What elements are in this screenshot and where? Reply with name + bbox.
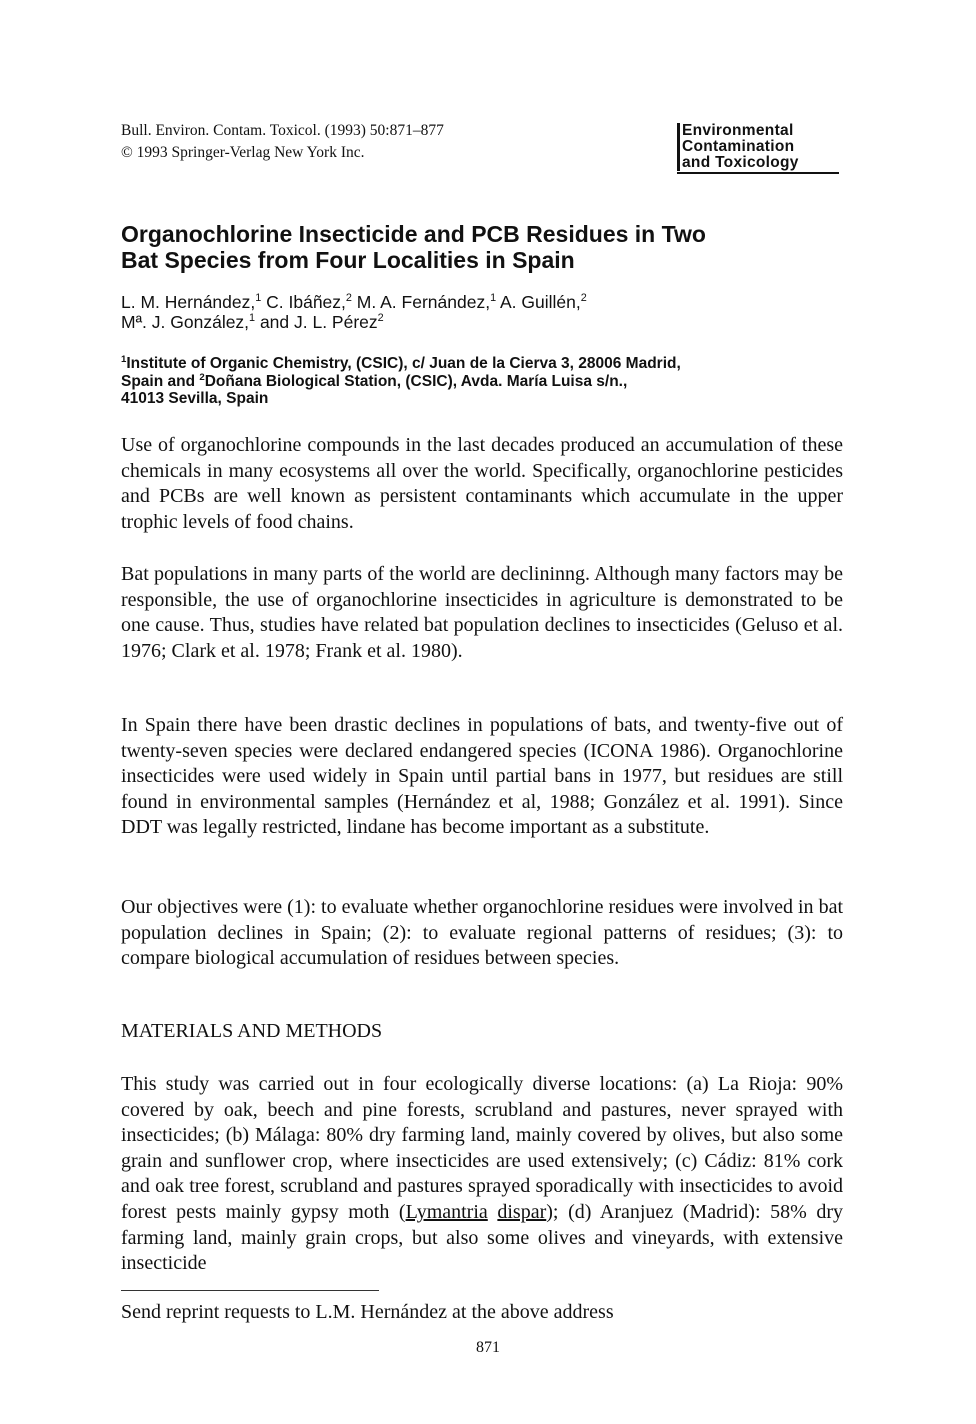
species-genus: Lymantria: [405, 1200, 488, 1223]
section-heading: MATERIALS AND METHODS: [121, 1020, 383, 1042]
affiliation-marker: 2: [377, 312, 384, 325]
journal-logo-line: Environmental: [677, 123, 839, 139]
paragraph-text: This study was carried out in four ecologically diverse locations: (a) La Rioja: 90% covered by oak, beech and pine forests, scrubland and pastures, never sprayed with insecticides; (b) Málaga: 80% dry farming land, mainly covered by olives, but also some grain and sunflower crop, where insecticides are used extensively; (c) Cádiz: 81% cork and oak tree forest, scrubland and pastures sprayed sporadically with insecticides to avoid forest pests mainly gypsy moth (: [121, 1073, 843, 1223]
copyright-line: © 1993 Springer-Verlag New York Inc.: [121, 144, 365, 161]
affiliation-marker: 1: [490, 292, 497, 305]
paper-title: [121, 221, 841, 273]
author: M. A. Fernández,: [351, 292, 491, 312]
journal-logo: [677, 123, 839, 174]
citation: [121, 120, 444, 164]
affiliation-text: Doñana Biological Station, (CSIC), Avda. María Luisa s/n.,: [204, 372, 628, 390]
body-paragraph: Bat populations in many parts of the world are declininng. Although many factors may be responsible, the use of organochlorine insecticides in agriculture is demonstrated to be one cause. Thus, studies have related bat population declines to insecticides (Geluso et al. 1976; Clark et al. 1978; Frank et al. 1980).: [121, 563, 843, 662]
author-list: [121, 292, 841, 332]
affiliation-marker: 1: [255, 292, 262, 305]
affiliations: [121, 355, 841, 408]
body-paragraph: Use of organochlorine compounds in the last decades produced an accumulation of these chemicals in many ecosystems all over the world. Specifically, organochlorine pesticides and PCBs are well known as persistent contaminants which accumulate in the upper trophic levels of food chains.: [121, 434, 843, 533]
author: L. M. Hernández,: [121, 292, 256, 312]
affiliation-marker: 2: [199, 371, 205, 383]
author: C. Ibáñez,: [261, 292, 346, 312]
page-number: 871: [476, 1339, 500, 1356]
affiliation-marker: 2: [580, 292, 587, 305]
title-line: Organochlorine Insecticide and PCB Residues in Two: [121, 221, 706, 247]
footnote-divider: [121, 1290, 379, 1291]
author: A. Guillén,: [496, 292, 581, 312]
affiliation-text: 41013 Sevilla, Spain: [121, 390, 269, 407]
body-paragraph: In Spain there have been drastic declines in populations of bats, and twenty-five out of twenty-seven species were declared endangered species (ICONA 1986). Organochlorine insecticides were used widely in Spain until partial bans in 1977, but residues are still found in environmental samples (Hernández et al, 1988; González et al. 1991). Since DDT was legally restricted, lindane has become important as a substitute.: [121, 714, 843, 839]
title-line: Bat Species from Four Localities in Spain: [121, 247, 575, 273]
journal-logo-line: and Toxicology: [677, 155, 839, 171]
affiliation-marker: 1: [121, 353, 127, 365]
journal-logo-line: Contamination: [677, 139, 839, 155]
affiliation-marker: 2: [345, 292, 352, 305]
species-epithet: dispar: [497, 1200, 547, 1223]
author: and J. L. Pérez: [255, 312, 378, 332]
affiliation-marker: 1: [249, 312, 256, 325]
citation-line: Bull. Environ. Contam. Toxicol. (1993) 50:871–877: [121, 122, 444, 139]
affiliation-text: Spain and: [121, 372, 200, 390]
author: Mª. J. González,: [121, 312, 250, 332]
body-paragraph: [121, 1072, 843, 1277]
paragraph-text: ); (d) Aranjuez (Madrid): 58% dry farming land, mainly grain crops, but also some olives and vineyards, with extensive insecticide: [121, 1200, 843, 1275]
footnote: Send reprint requests to L.M. Hernández at the above address: [121, 1301, 614, 1323]
affiliation-text: Institute of Organic Chemistry, (CSIC), c/ Juan de la Cierva 3, 28006 Madrid,: [126, 355, 681, 372]
body-paragraph: Our objectives were (1): to evaluate whether organochlorine residues were involved in bat population declines in Spain; (2): to evaluate regional patterns of residues; (3): to compare biological accumulation of residues between species.: [121, 896, 843, 970]
